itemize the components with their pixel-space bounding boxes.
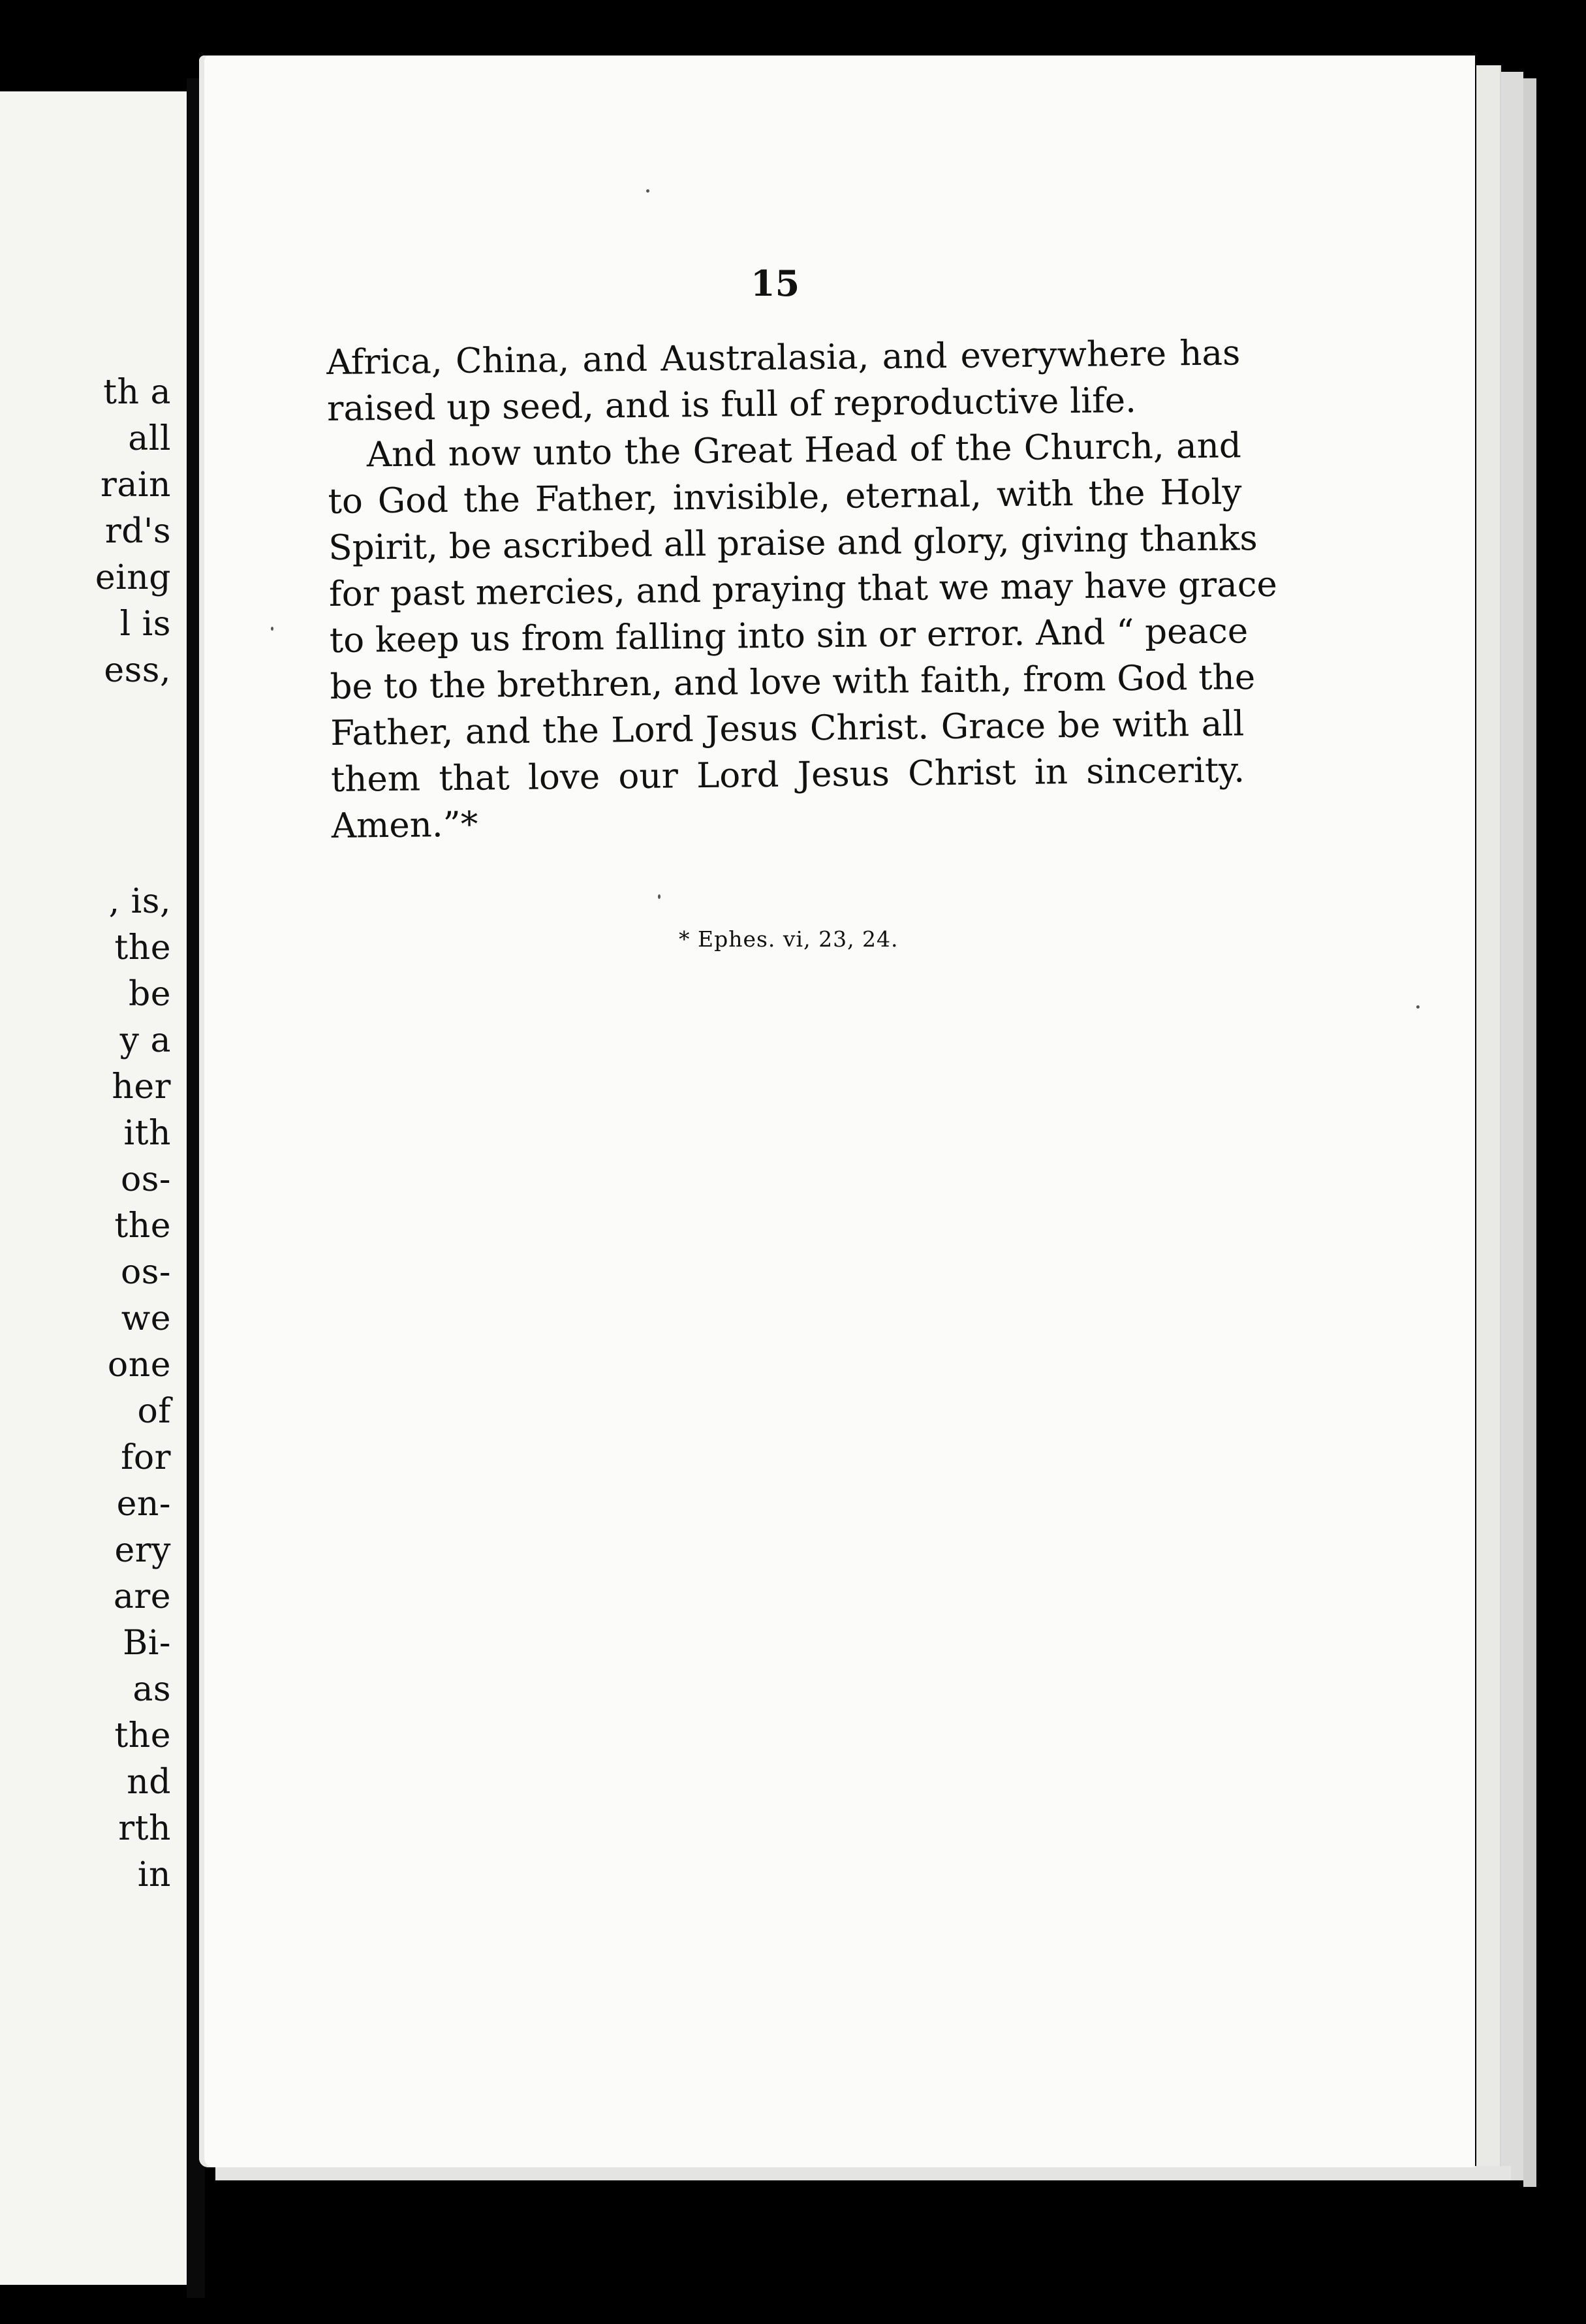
text-line: to God the Father, invisible, eternal, with the Holy — [328, 472, 1242, 522]
text-fragment: th a — [103, 373, 171, 412]
text-fragment: , is, — [108, 882, 171, 921]
footnote: * Ephes. vi, 23, 24. — [679, 926, 899, 952]
text-fragment: l is — [119, 605, 171, 644]
page-edge — [1500, 72, 1523, 2180]
text-fragment: as — [132, 1670, 171, 1709]
text-fragment: rth — [118, 1809, 171, 1848]
paper-speck — [646, 189, 649, 193]
text-fragment: her — [112, 1067, 171, 1107]
text-line: them that love our Lord Jesus Christ in sincerity. — [330, 750, 1245, 800]
text-fragment: in — [137, 1855, 171, 1894]
text-line: for past mercies, and praying that we may have grace — [328, 564, 1278, 614]
text-fragment: nd — [127, 1763, 171, 1802]
text-fragment: are — [113, 1577, 171, 1616]
text-fragment: rain — [101, 465, 171, 505]
text-fragment: the — [114, 928, 171, 967]
text-line: Father, and the Lord Jesus Christ. Grace be with all — [330, 704, 1245, 753]
text-line: And now unto the Great Head of the Church, and — [366, 426, 1242, 475]
text-fragment: eing — [95, 558, 171, 597]
page-edge — [1476, 65, 1501, 2174]
text-fragment: one — [107, 1345, 171, 1385]
text-fragment: be — [128, 975, 171, 1014]
text-fragment: ith — [123, 1114, 171, 1153]
text-fragment: y a — [119, 1021, 171, 1060]
text-fragment: rd's — [104, 512, 171, 551]
text-fragment: we — [121, 1299, 171, 1338]
text-fragment: ery — [114, 1531, 171, 1570]
text-fragment: of — [137, 1392, 171, 1431]
text-line: Spirit, be ascribed all praise and glory, giving thanks — [328, 518, 1258, 568]
text-line: Africa, China, and Australasia, and everywhere has — [326, 333, 1241, 383]
previous-page-fragment — [0, 91, 187, 2285]
text-line: Amen.”* — [331, 804, 478, 846]
page-number: 15 — [751, 262, 800, 304]
text-fragment: for — [121, 1438, 171, 1477]
text-fragment: the — [114, 1206, 171, 1246]
paper-speck — [271, 627, 273, 631]
text-line: be to the brethren, and love with faith, from God the — [330, 657, 1256, 707]
text-fragment: en- — [116, 1484, 171, 1524]
page-edge — [1523, 78, 1536, 2187]
paper-speck — [658, 894, 661, 899]
text-fragment: ess, — [104, 651, 171, 690]
body-text — [326, 330, 1278, 849]
page-edge-bottom — [215, 2166, 1511, 2180]
paper-speck — [1416, 1005, 1420, 1009]
text-fragment: os- — [120, 1253, 171, 1292]
text-fragment: all — [128, 419, 171, 458]
text-fragment: the — [114, 1716, 171, 1755]
text-line: to keep us from falling into sin or error. And “ peace — [329, 611, 1249, 661]
text-fragment: Bi- — [123, 1624, 171, 1663]
text-fragment: os- — [120, 1160, 171, 1199]
text-line: raised up seed, and is full of reproductive life. — [326, 381, 1137, 429]
